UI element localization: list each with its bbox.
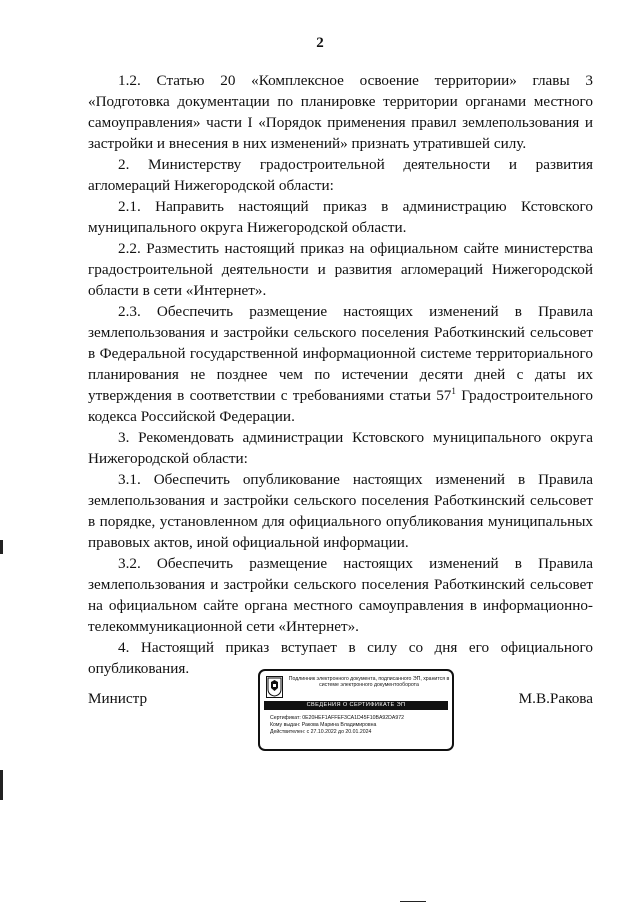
paragraph-2-3 bbox=[88, 301, 593, 427]
scan-edge-mark-bottom bbox=[0, 770, 3, 800]
paragraph-2: 2. Министерству градостроительной деятельности и развития агломераций Нижегородской области: bbox=[88, 156, 593, 194]
paragraph-2-3-tail: Градостроительного кодекса Российской Федерации. bbox=[88, 387, 593, 425]
paragraph-2-1: 2.1. Направить настоящий приказ в администрацию Кстовского муниципального округа Нижегородской области. bbox=[88, 198, 593, 236]
signer-name: М.В.Ракова bbox=[518, 690, 593, 707]
paragraph-3: 3. Рекомендовать администрации Кстовского муниципального округа Нижегородской области: bbox=[88, 429, 593, 467]
scan-edge-mark-top bbox=[0, 540, 3, 554]
paragraph-2-2: 2.2. Разместить настоящий приказ на официальном сайте министерства градостроительной деятельности и развития агломераций Нижегородской области в сети «Интернет». bbox=[88, 240, 593, 299]
stamp-valid: Действителен: с 27.10.2022 до 20.01.2024 bbox=[270, 729, 372, 735]
paragraph-2-3-sup: 1 bbox=[451, 385, 456, 396]
stamp-owner: Кому выдан: Ракова Марина Владимировна bbox=[270, 722, 377, 728]
page-number: 2 bbox=[316, 35, 324, 51]
stamp-notice: Подлинник электронного документа, подписанного ЭП, хранится в системе электронного документооборота bbox=[288, 676, 450, 689]
paragraph-4: 4. Настоящий приказ вступает в силу со дня его официального опубликования. bbox=[88, 639, 593, 677]
paragraph-3-2: 3.2. Обеспечить размещение настоящих изменений в Правила землепользования и застройки сельского поселения Работкинский сельсовет на официальном сайте органа местного самоуправления в информационно-телекоммуникационной сети «Интернет». bbox=[88, 555, 593, 635]
paragraph-1-2: 1.2. Статью 20 «Комплексное освоение территории» главы 3 «Подготовка документации по планировке территории органами местного самоуправления» части I «Порядок применения правил землепользования и застройки и внесения в них изменений» признать утратившей силу. bbox=[88, 72, 593, 152]
scan-bottom-mark bbox=[400, 901, 426, 902]
stamp-banner: СВЕДЕНИЯ О СЕРТИФИКАТЕ ЭП bbox=[264, 701, 448, 710]
paragraph-3-1: 3.1. Обеспечить опубликование настоящих изменений в Правила землепользования и застройки сельского поселения Работкинский сельсовет в порядке, установленном для официального опубликования муниципальных правовых актов, иной официальной информации. bbox=[88, 471, 593, 551]
stamp-details bbox=[270, 715, 450, 736]
stamp-certificate: Сертификат: 0E20HEF1AFFEF3CA1D45F10BA92DA972 bbox=[270, 715, 405, 721]
document-body bbox=[88, 70, 593, 679]
paragraph-2-3-text: 2.3. Обеспечить размещение настоящих изменений в Правила землепользования и застройки сельского поселения Работкинский сельсовет в Федеральной государственной информационной системе территориального планирования не позднее чем по истечении десяти дней с даты их утверждения в соответствии с требованиями статьи 57 bbox=[88, 303, 593, 404]
electronic-signature-stamp bbox=[258, 669, 454, 751]
coat-of-arms-icon bbox=[266, 676, 283, 698]
signer-title: Министр bbox=[88, 690, 148, 707]
